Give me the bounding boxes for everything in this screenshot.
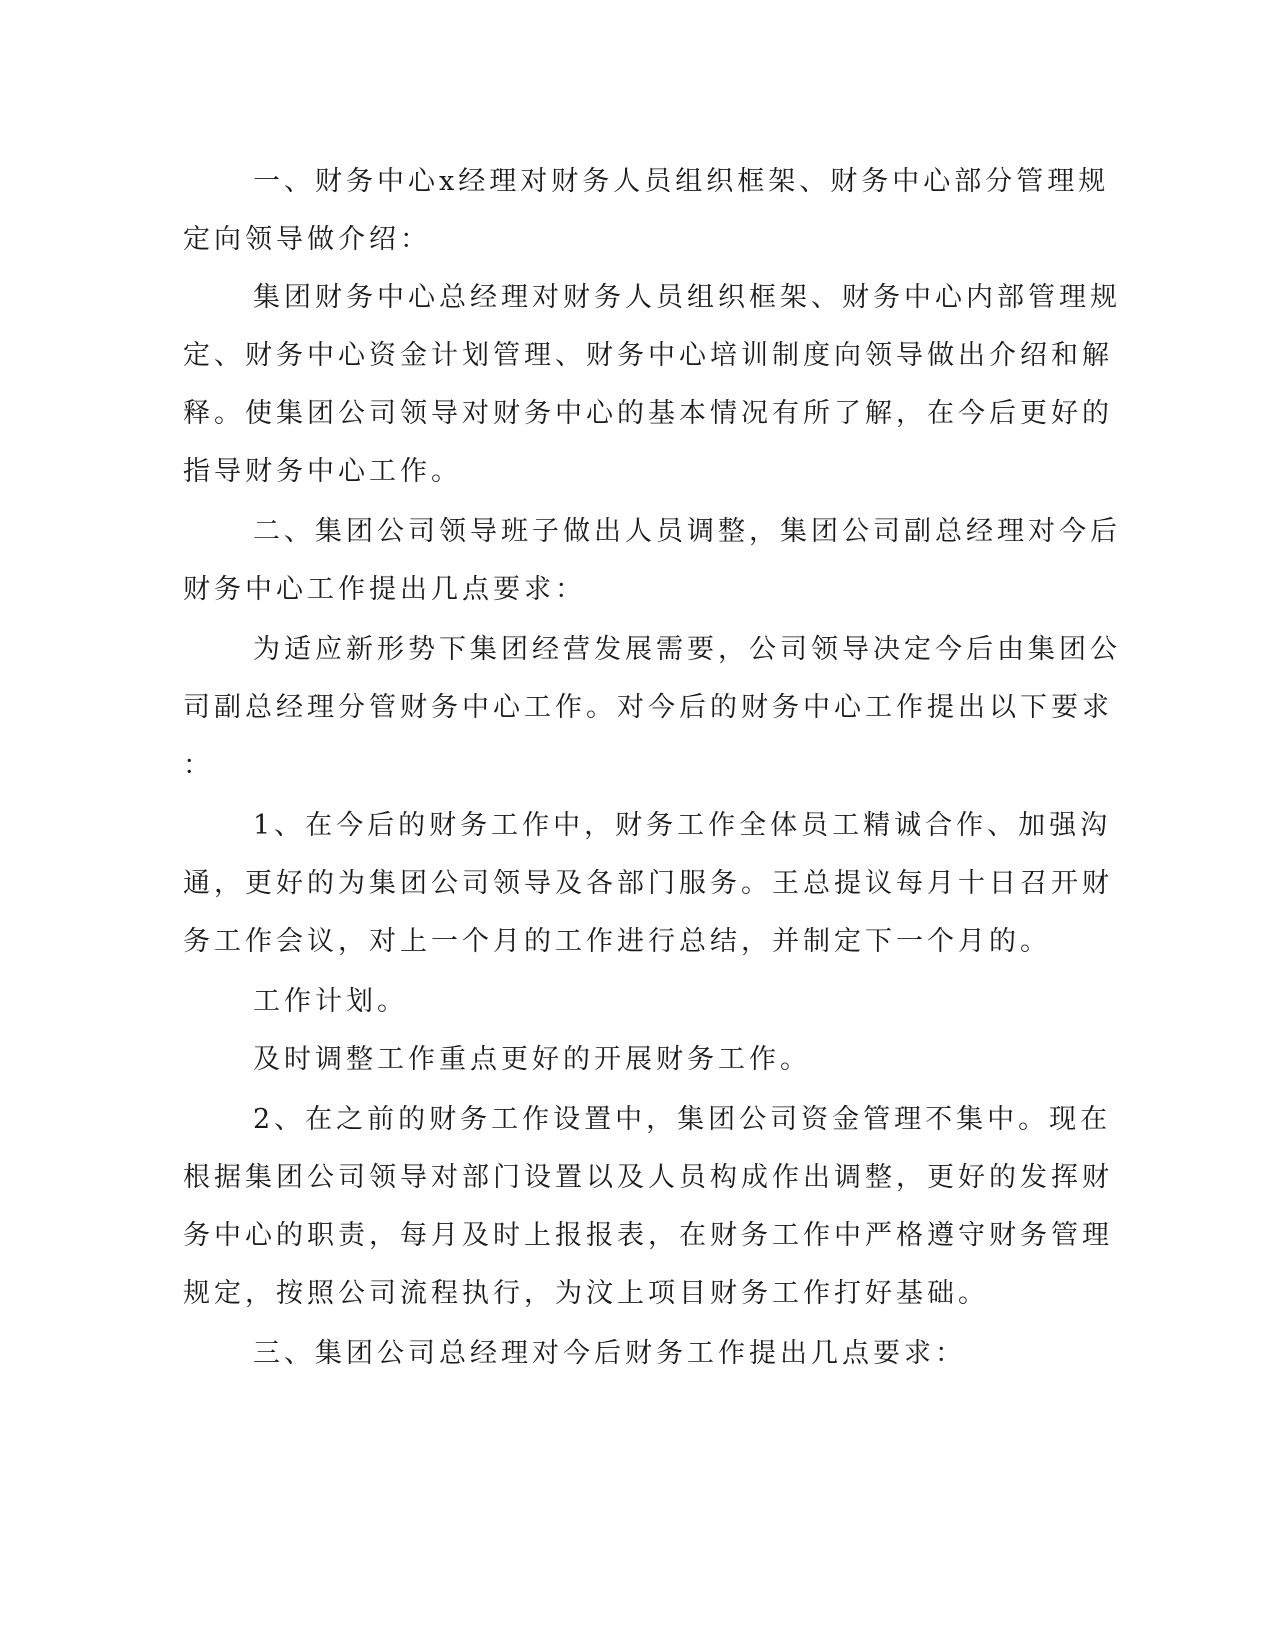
paragraph-6-line-1: 工作计划。	[253, 986, 408, 1017]
paragraph-9-line-1: 三、集团公司总经理对今后财务工作提出几点要求：	[253, 1338, 966, 1369]
paragraph-2-line-4: 指导财务中心工作。	[183, 456, 462, 487]
paragraph-3-line-1: 二、集团公司领导班子做出人员调整，集团公司副总经理对今后	[253, 516, 1121, 547]
paragraph-8-line-1: 2、在之前的财务工作设置中，集团公司资金管理不集中。现在	[253, 1104, 1112, 1135]
paragraph-8-line-2: 根据集团公司领导对部门设置以及人员构成作出调整，更好的发挥财	[183, 1162, 1113, 1193]
paragraph-1-line-2: 定向领导做介绍：	[183, 224, 431, 255]
paragraph-1-line-1: 一、财务中心x经理对财务人员组织框架、财务中心部分管理规	[253, 166, 1110, 197]
paragraph-2-line-2: 定、财务中心资金计划管理、财务中心培训制度向领导做出介绍和解	[183, 340, 1113, 371]
paragraph-5-line-3: 务工作会议，对上一个月的工作进行总结，并制定下一个月的。	[183, 926, 1051, 957]
paragraph-4-line-1: 为适应新形势下集团经营发展需要，公司领导决定今后由集团公	[253, 634, 1121, 665]
paragraph-2-line-3: 释。使集团公司领导对财务中心的基本情况有所了解，在今后更好的	[183, 398, 1113, 429]
paragraph-8-line-3: 务中心的职责，每月及时上报报表，在财务工作中严格遵守财务管理	[183, 1220, 1113, 1251]
paragraph-4-line-3: ：	[183, 750, 214, 781]
paragraph-4-line-2: 司副总经理分管财务中心工作。对今后的财务中心工作提出以下要求	[183, 692, 1113, 723]
paragraph-7-line-1: 及时调整工作重点更好的开展财务工作。	[253, 1044, 811, 1075]
paragraph-2-line-1: 集团财务中心总经理对财务人员组织框架、财务中心内部管理规	[253, 282, 1121, 313]
paragraph-8-line-4: 规定，按照公司流程执行，为汶上项目财务工作打好基础。	[183, 1278, 989, 1309]
paragraph-5-line-2: 通，更好的为集团公司领导及各部门服务。王总提议每月十日召开财	[183, 868, 1113, 899]
paragraph-5-line-1: 1、在今后的财务工作中，财务工作全体员工精诚合作、加强沟	[253, 810, 1112, 841]
paragraph-3-line-2: 财务中心工作提出几点要求：	[183, 574, 586, 605]
